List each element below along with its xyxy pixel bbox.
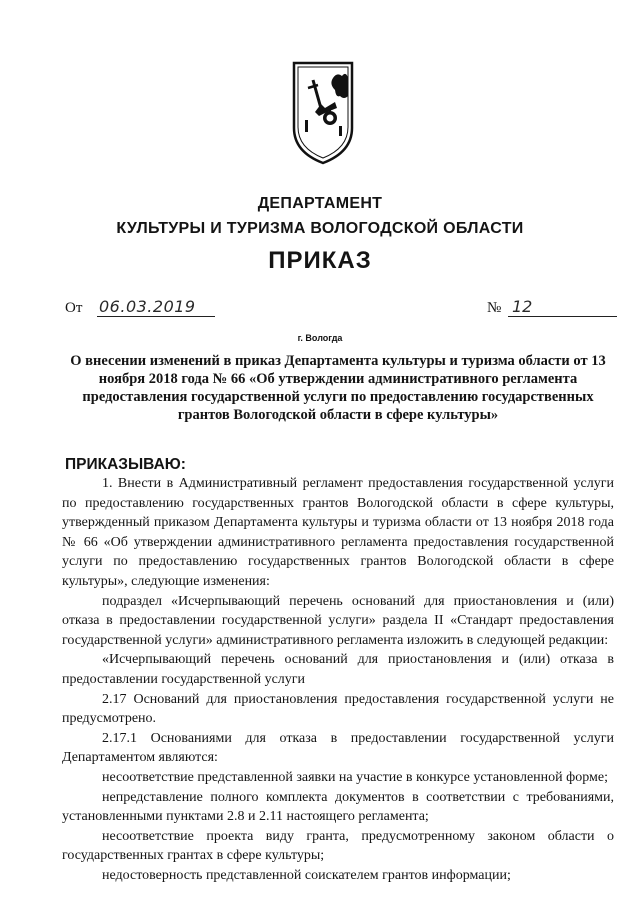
order-heading: ПРИКАЗЫВАЮ:	[65, 456, 186, 473]
paragraph: «Исчерпывающий перечень оснований для приостановления и (или) отказа в предоставлении государственной услуги	[62, 652, 614, 687]
document-body	[62, 474, 614, 885]
paragraph: 1. Внести в Административный регламент предоставления государственной услуги по предоставлению государственных грантов Вологодской области в сфере культуры, утвержденный приказом Департамента культуры и туризма области от 13 ноября 2018 года № 66 «Об утверждении административного регламента предоставления государственной услуги по предоставлению государственных грантов Вологодской области в сфере культуры», следующие изменения:	[62, 476, 614, 589]
document-title: О внесении изменений в приказ Департамента культуры и туризма области от 13 ноября 2018 года № 66 «Об утверждении административного регламента предоставления государственной услуги по предоставлению государственных грантов Вологодской области в сфере культуры»	[70, 353, 606, 423]
date-field: 06.03.2019	[97, 297, 215, 317]
department-name-line2: КУЛЬТУРЫ И ТУРИЗМА ВОЛОГОДСКОЙ ОБЛАСТИ	[116, 220, 524, 237]
coat-of-arms-icon	[291, 60, 355, 166]
paragraph: несоответствие представленной заявки на участие в конкурсе установленной форме;	[102, 769, 608, 785]
paragraph: 2.17.1 Основаниями для отказа в предоставлении государственной услуги Департаментом являются:	[62, 730, 614, 766]
paragraph: непредставление полного комплекта документов в соответствии с требованиями, установленными пунктами 2.8 и 2.11 настоящего регламента;	[62, 789, 614, 825]
paragraph: несоответствие проекта виду гранта, предусмотренному законом области о государственных грантах в сфере культуры;	[62, 828, 614, 864]
number-field: 12	[508, 297, 617, 317]
paragraph: 2.17 Оснований для приостановления предоставления государственной услуги не предусмотрено.	[62, 691, 614, 727]
date-label: От	[65, 300, 83, 316]
paragraph: подраздел «Исчерпывающий перечень оснований для приостановления и (или) отказа в предоставлении государственной услуги» раздела II «Стандарт предоставления государственной услуги» административного регламента изложить в следующей редакции:	[62, 593, 614, 648]
department-name-line1: ДЕПАРТАМЕНТ	[257, 195, 383, 212]
paragraph: недостоверность представленной соискателем грантов информации;	[102, 867, 511, 883]
number-label: №	[487, 300, 502, 316]
city-name: г. Вологда	[297, 333, 343, 343]
document-type: ПРИКАЗ	[268, 247, 372, 274]
